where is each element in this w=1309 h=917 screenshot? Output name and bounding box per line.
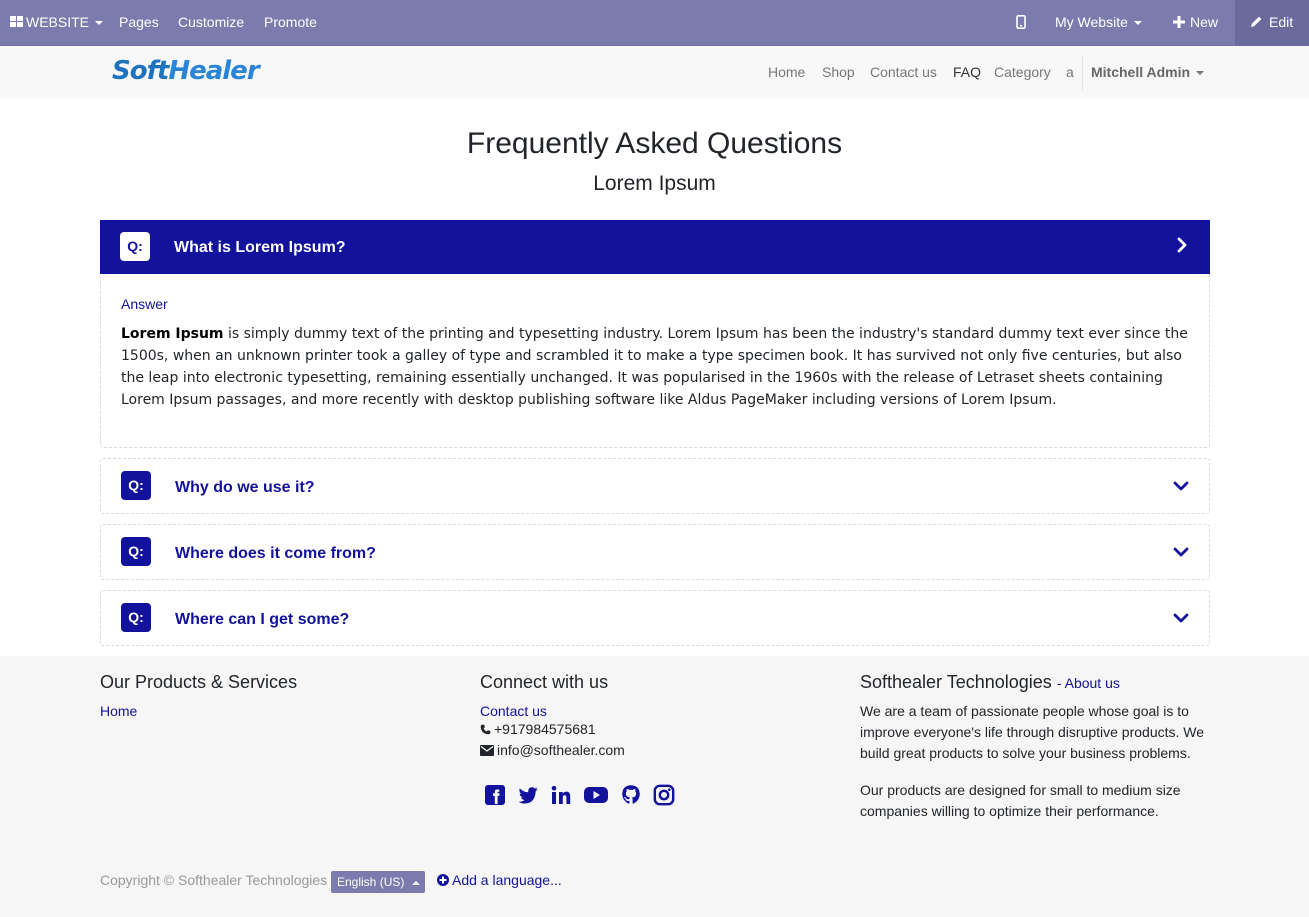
pages-menu[interactable]: Pages: [119, 14, 159, 30]
plus-circle-icon: [437, 874, 449, 886]
footer-connect-heading: Connect with us: [480, 672, 609, 692]
chevron-down-icon: [95, 21, 103, 25]
chevron-right-icon: [1174, 237, 1190, 253]
footer-about: [860, 672, 1210, 822]
email-address: info@softhealer.com: [497, 742, 625, 758]
footer-home-link[interactable]: Home: [100, 703, 138, 719]
answer-body: is simply dummy text of the printing and typesetting industry. Lorem Ipsum has been the industry's standard dummy text ever since the 1500s, when an unknown printer took a galley of type and scrambled it to make a type specimen book. It has survived not only five centuries, but also the leap into electronic typesetting, remaining essentially unchanged. It was popularised in the 1960s with the release of Letraset sheets containing Lorem Ipsum passages, and more recently with desktop publishing software like Aldus PageMaker including versions of Lorem Ipsum.: [121, 326, 1188, 408]
plus-icon: [1173, 16, 1185, 28]
nav-home[interactable]: Home: [768, 64, 806, 80]
chevron-up-icon: [412, 881, 420, 885]
youtube-icon[interactable]: [583, 784, 609, 806]
logo-part2: Healer: [168, 56, 259, 86]
edit-button-inner: [1250, 0, 1293, 45]
question-badge: Q:: [121, 603, 151, 632]
about-para-1: We are a team of passionate people whose goal is to improve everyone's life through disruptive products. We build great products to solve your business problems.: [860, 703, 1205, 761]
footer-phone: [480, 719, 820, 740]
question-badge: Q:: [121, 537, 151, 566]
edit-label: Edit: [1269, 14, 1294, 30]
company-name: Softhealer Technologies: [860, 672, 1052, 692]
new-label: New: [1190, 14, 1219, 30]
footer-products-heading: Our Products & Services: [100, 672, 298, 692]
logo-part1: Soft: [112, 56, 169, 86]
answer-bold: Lorem Ipsum: [121, 326, 224, 342]
about-us-link[interactable]: - About us: [1056, 675, 1120, 691]
chevron-down-icon: [1173, 544, 1189, 560]
nav-a[interactable]: a: [1066, 64, 1074, 80]
promote-menu[interactable]: Promote: [264, 14, 317, 30]
answer-text: [121, 323, 1191, 411]
user-name: Mitchell Admin: [1091, 64, 1191, 80]
edit-button[interactable]: [1235, 0, 1309, 45]
twitter-icon[interactable]: [517, 784, 539, 806]
add-language-link[interactable]: [437, 872, 562, 888]
nav-contact-us[interactable]: Contact us: [870, 64, 937, 80]
question-text: Where does it come from?: [175, 545, 376, 562]
website-selector[interactable]: [1055, 0, 1142, 45]
envelope-icon: [480, 745, 494, 756]
chevron-down-icon: [1134, 21, 1142, 25]
add-language-label: Add a language...: [452, 872, 562, 888]
new-button[interactable]: [1173, 0, 1218, 45]
app-menu-label: WEBSITE: [26, 14, 90, 30]
chevron-down-icon: [1196, 71, 1204, 75]
linkedin-icon[interactable]: [550, 784, 572, 806]
github-icon[interactable]: [620, 784, 642, 806]
apps-grid-icon: [10, 16, 23, 28]
answer-label: Answer: [121, 296, 168, 312]
facebook-icon[interactable]: [484, 784, 506, 806]
page-title: Frequently Asked Questions: [466, 127, 843, 160]
question-text: What is Lorem Ipsum?: [174, 239, 346, 256]
nav-shop[interactable]: Shop: [822, 64, 855, 80]
nav-category[interactable]: Category: [994, 64, 1051, 80]
nav-faq[interactable]: FAQ: [953, 64, 982, 80]
faq-question-2[interactable]: [100, 458, 1210, 514]
customize-menu[interactable]: Customize: [178, 14, 245, 30]
footer-contact-link[interactable]: Contact us: [480, 703, 547, 719]
footer-about-heading: [860, 672, 1210, 693]
footer-products: [100, 672, 440, 719]
question-text: Where can I get some?: [175, 611, 350, 628]
question-badge: Q:: [121, 471, 151, 500]
softhealer-logo[interactable]: [112, 56, 259, 86]
nav-divider: [1082, 55, 1083, 90]
admin-bar: [0, 0, 1309, 45]
social-icons: [484, 784, 686, 811]
site-navbar: [0, 45, 1309, 99]
chevron-down-icon: [1173, 610, 1189, 626]
copyright-text: Copyright © Softhealer Technologies: [100, 872, 328, 888]
phone-number: +917984575681: [494, 721, 596, 737]
pencil-icon: [1250, 15, 1263, 28]
question-badge: Q:: [120, 232, 150, 261]
website-app-menu[interactable]: [10, 0, 103, 45]
faq-question-1[interactable]: [100, 220, 1210, 274]
faq-question-4[interactable]: [100, 590, 1210, 646]
page-subtitle: Lorem Ipsum: [593, 172, 716, 195]
language-label: English (US): [337, 875, 405, 889]
instagram-icon[interactable]: [653, 784, 675, 806]
about-para-2: Our products are designed for small to medium size companies willing to optimize their performance.: [860, 782, 1181, 819]
chevron-down-icon: [1173, 478, 1189, 494]
website-selector-label: My Website: [1055, 14, 1128, 30]
mobile-icon: [1016, 15, 1026, 29]
faq-question-3[interactable]: [100, 524, 1210, 580]
phone-icon: [480, 724, 491, 735]
footer-connect: [480, 672, 820, 761]
language-selector[interactable]: [331, 871, 425, 893]
user-menu[interactable]: [1091, 46, 1204, 99]
question-text: Why do we use it?: [175, 479, 315, 496]
footer-email: [480, 740, 820, 761]
mobile-preview-button[interactable]: [1016, 0, 1026, 45]
